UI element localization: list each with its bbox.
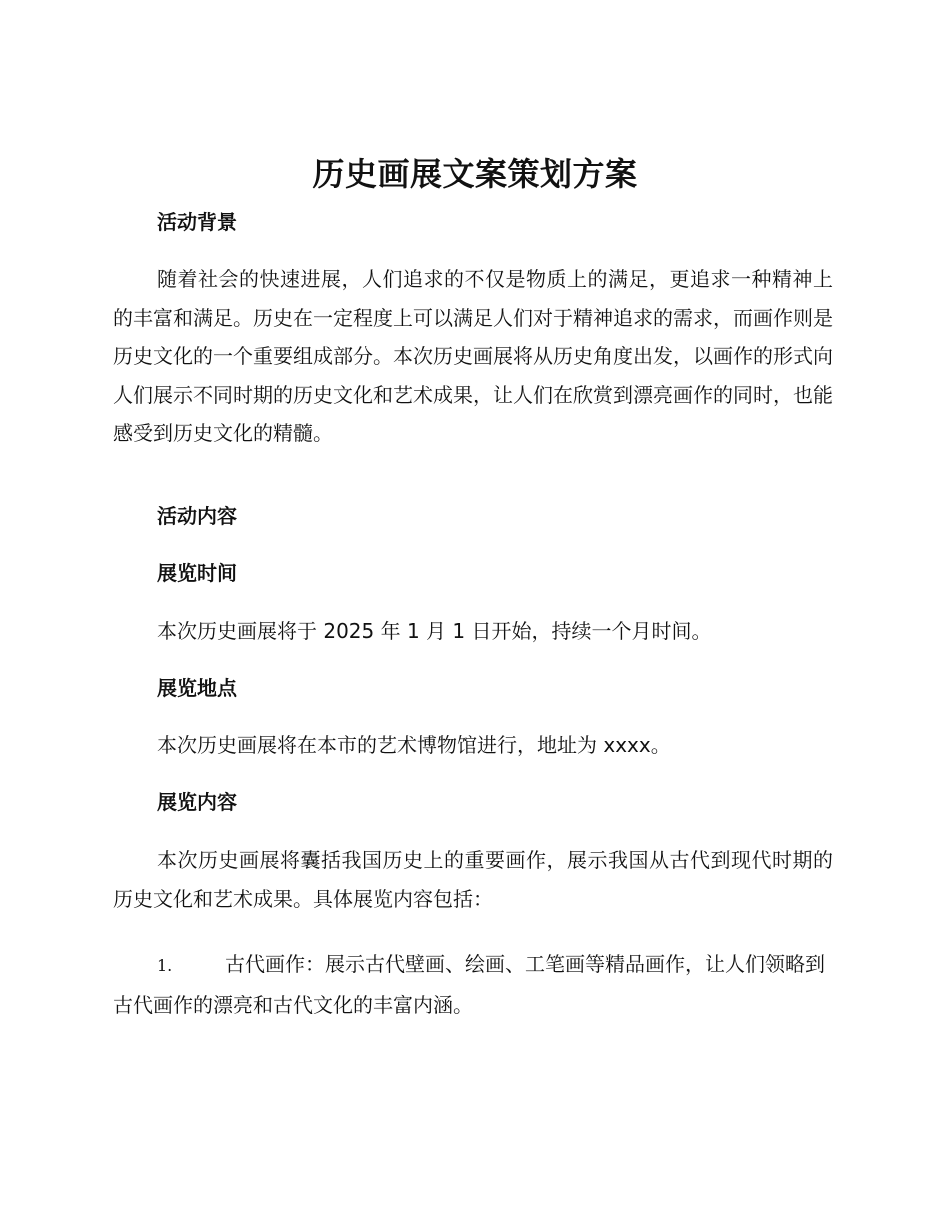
paragraph-time: 本次历史画展将于 2025 年 1 月 1 日开始，持续一个月时间。 bbox=[157, 619, 712, 643]
section-heading-location: 展览地点 bbox=[157, 676, 237, 700]
list-item bbox=[113, 945, 833, 1024]
section-heading-exhibit: 展览内容 bbox=[157, 790, 237, 814]
list-item-number: 1. bbox=[157, 956, 173, 975]
paragraph-background: 随着社会的快速进展，人们追求的不仅是物质上的满足，更追求一种精神上的丰富和满足。历史在一定程度上可以满足人们对于精神追求的需求，而画作则是历史文化的一个重要组成部分。本次历史画展将从历史角度出发，以画作的形式向人们展示不同时期的历史文化和艺术成果，让人们在欣赏到漂亮画作的同时，也能感受到历史文化的精髓。 bbox=[113, 267, 833, 445]
section-heading-content: 活动内容 bbox=[157, 504, 237, 528]
list-item-text: 古代画作：展示古代壁画、绘画、工笔画等精品画作，让人们领略到古代画作的漂亮和古代文化的丰富内涵。 bbox=[113, 952, 825, 1017]
paragraph-exhibit: 本次历史画展将囊括我国历史上的重要画作，展示我国从古代到现代时期的历史文化和艺术成果。具体展览内容包括： bbox=[113, 848, 833, 911]
paragraph-location: 本次历史画展将在本市的艺术博物馆进行，地址为 xxxx。 bbox=[157, 733, 671, 757]
section-heading-time: 展览时间 bbox=[157, 561, 237, 585]
document-title: 历史画展文案策划方案 bbox=[312, 155, 638, 193]
section-heading-background: 活动背景 bbox=[157, 210, 237, 234]
